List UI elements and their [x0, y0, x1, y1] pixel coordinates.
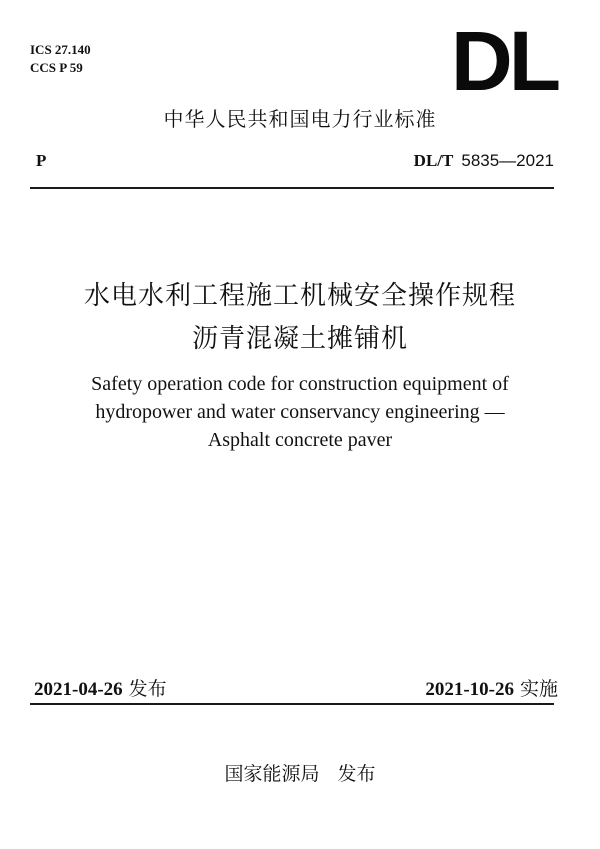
ics-code: ICS 27.140	[30, 42, 91, 57]
issue-label: 发布	[128, 678, 167, 700]
bottom-divider	[30, 703, 554, 705]
english-title-line-3: Asphalt concrete paver	[207, 429, 393, 451]
chinese-title-line-2: 沥青混凝土摊铺机	[191, 324, 408, 354]
top-divider	[30, 187, 554, 189]
standard-number-value: 5835—2021	[461, 151, 554, 170]
standard-prefix: DL/T	[413, 151, 454, 170]
implement-label: 实施	[519, 678, 558, 700]
chinese-title-line-1: 水电水利工程施工机械安全操作规程	[83, 281, 516, 311]
issuing-standard-type: 中华人民共和国电力行业标准	[163, 107, 437, 131]
classification-codes	[30, 41, 91, 77]
publisher: 国家能源局 发布	[224, 763, 376, 785]
issue-date: 2021-04-26	[34, 679, 123, 700]
implement-date-block	[425, 676, 558, 703]
dl-logo: DL	[450, 14, 557, 108]
issue-date-block	[34, 676, 167, 703]
standard-number	[414, 150, 554, 172]
implement-date: 2021-10-26	[425, 679, 514, 700]
english-title-line-1: Safety operation code for construction equipment of	[91, 373, 509, 395]
ccs-code: CCS P 59	[30, 60, 83, 75]
category-letter: P	[36, 151, 47, 170]
english-title-line-2: hydropower and water conservancy engineering —	[95, 401, 505, 423]
